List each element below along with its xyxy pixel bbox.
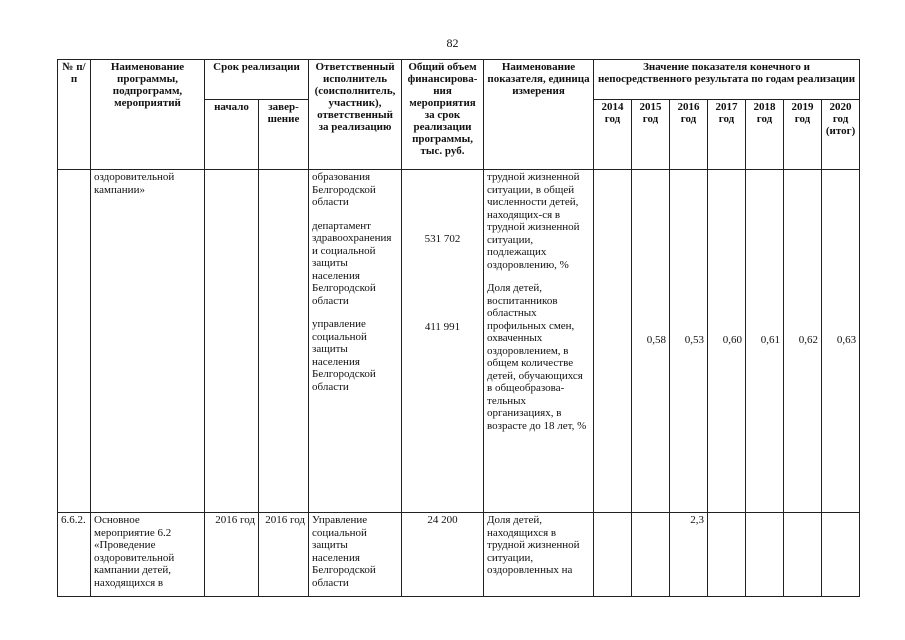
row2-end: 2016 год — [259, 513, 309, 597]
row1-responsible-b: департамент здравоохранения и социальной защиты населения Белгородской области — [312, 219, 392, 307]
row1-financing — [402, 170, 484, 513]
header-end: завер-шение — [259, 100, 309, 170]
header-year-2015: 2015 год — [632, 100, 670, 170]
header-row-1 — [58, 60, 860, 100]
row1-num — [58, 170, 91, 513]
row1-indicator-a: трудной жизненной ситуации, в общей численности детей, находящих-ся в трудной жизненной ситуации, подлежащих оздоровлению, % — [487, 171, 580, 271]
row1-value-2017: 0,60 — [708, 170, 746, 513]
row1-name: оздоровительной кампании» — [91, 170, 205, 513]
row1-responsible — [309, 170, 402, 513]
row1-start — [205, 170, 259, 513]
row1-end — [259, 170, 309, 513]
header-name: Наименование программы, подпрограмм, мероприятий — [91, 60, 205, 170]
row1-value-2019: 0,62 — [784, 170, 822, 513]
header-num: № п/п — [58, 60, 91, 170]
program-table — [57, 59, 860, 597]
row1-value-2016: 0,53 — [670, 170, 708, 513]
header-year-2014: 2014 год — [594, 100, 632, 170]
row2-value-2019 — [784, 513, 822, 597]
row1-responsible-a: образования Белгородской области — [312, 171, 376, 208]
row1-value-2020: 0,63 — [822, 170, 860, 513]
row2-value-2015 — [632, 513, 670, 597]
row2-value-2018 — [746, 513, 784, 597]
header-financing: Общий объем финансирова-ния мероприятия за срок реализации программы, тыс. руб. — [402, 60, 484, 170]
row1-indicator-b: Доля детей, воспитанников областных профильных смен, охваченных оздоровлением, в общем количестве детей, обучающихся в общеобразова-тельных организациях, в возрасте до 18 лет, % — [487, 282, 587, 432]
header-term: Срок реализации — [205, 60, 309, 100]
row1-indicator — [484, 170, 594, 513]
table-row — [58, 513, 860, 597]
row2-value-2014 — [594, 513, 632, 597]
header-values-group: Значение показателя конечного и непосредственного результата по годам реализации — [594, 60, 860, 100]
header-year-2016: 2016 год — [670, 100, 708, 170]
page-number: 82 — [446, 36, 459, 50]
header-responsible: Ответственный исполнитель (соисполнитель, участник), ответственный за реализацию — [309, 60, 402, 170]
row2-value-2020 — [822, 513, 860, 597]
row2-financing: 24 200 — [402, 513, 484, 597]
row1-value-2014 — [594, 170, 632, 513]
row2-start: 2016 год — [205, 513, 259, 597]
row2-indicator: Доля детей, находящихся в трудной жизненной ситуации, оздоровленных на — [484, 513, 594, 597]
row1-responsible-c: управление социальной защиты населения Белгородской области — [312, 318, 376, 393]
header-year-2020: 2020 год (итог) — [822, 100, 860, 170]
row1-value-2015: 0,58 — [632, 170, 670, 513]
row1-financing-b: 531 702 — [424, 233, 461, 245]
row2-num: 6.6.2. — [58, 513, 91, 597]
row1-value-2018: 0,61 — [746, 170, 784, 513]
header-start: начало — [205, 100, 259, 170]
row2-value-2017 — [708, 513, 746, 597]
table-row — [58, 170, 860, 513]
row2-name: Основное мероприятие 6.2 «Проведение оздоровительной кампании детей, находящихся в — [91, 513, 205, 597]
header-year-2018: 2018 год — [746, 100, 784, 170]
row2-responsible: Управление социальной защиты населения Белгородской области — [309, 513, 402, 597]
row2-value-2016: 2,3 — [670, 513, 708, 597]
header-year-2017: 2017 год — [708, 100, 746, 170]
header-indicator: Наименование показателя, единица измерения — [484, 60, 594, 170]
header-year-2019: 2019 год — [784, 100, 822, 170]
row1-financing-c: 411 991 — [424, 320, 461, 333]
